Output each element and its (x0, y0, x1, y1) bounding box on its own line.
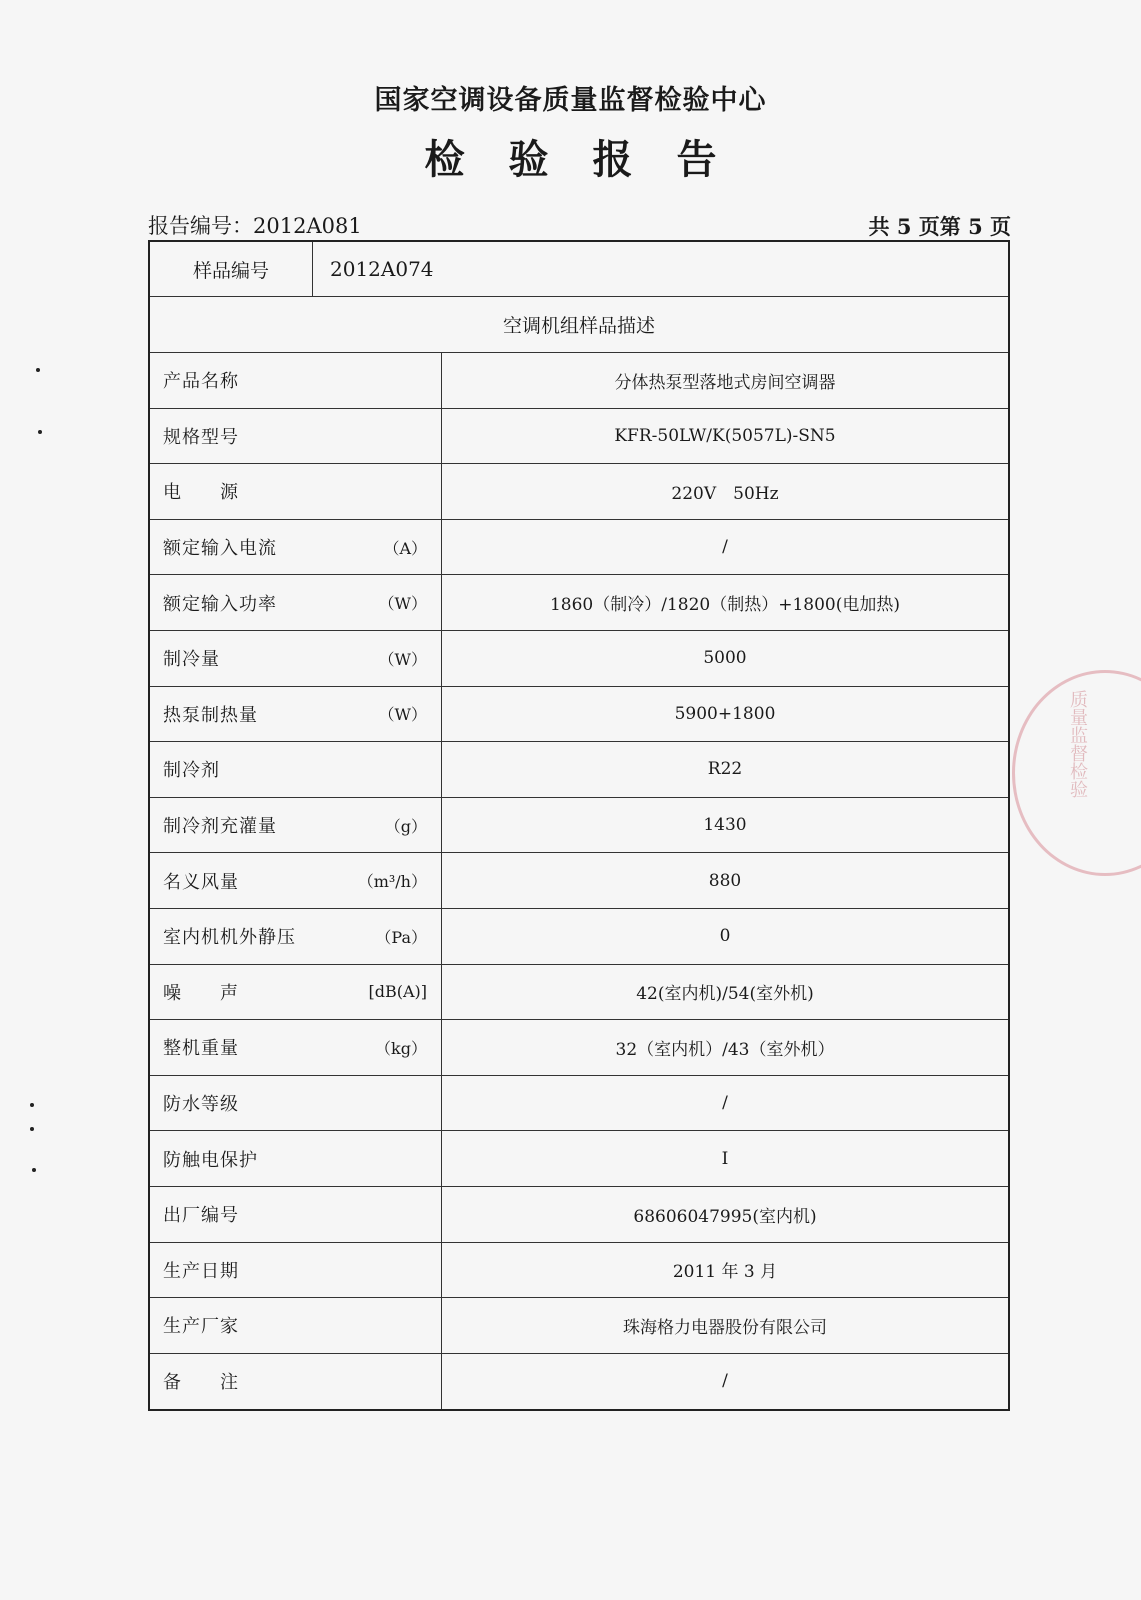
table-row (150, 631, 1008, 687)
table-row (150, 1131, 1008, 1187)
row-value: / (722, 1093, 728, 1114)
row-value: / (722, 1371, 728, 1392)
page-info: 共 5 页第 5 页 (868, 214, 1011, 239)
row-value: 42(室内机)/54(室外机) (636, 984, 814, 1005)
table-row (150, 1076, 1008, 1132)
row-unit: （A） (383, 538, 427, 558)
row-label: 名义风量 (163, 871, 239, 893)
row-label: 制冷剂充灌量 (163, 816, 277, 838)
row-value: 220V 50Hz (671, 483, 779, 504)
table-row (150, 1298, 1008, 1354)
row-label: 热泵制热量 (163, 704, 258, 726)
row-label: 生产厂家 (163, 1316, 239, 1338)
row-value: 32（室内机）/43（室外机） (615, 1039, 835, 1060)
row-value: R22 (707, 759, 743, 780)
row-value: 分体热泵型落地式房间空调器 (614, 372, 836, 393)
row-unit: （W） (378, 705, 427, 725)
row-value: 珠海格力电器股份有限公司 (623, 1317, 827, 1338)
organization-name: 国家空调设备质量监督检验中心 (374, 85, 767, 116)
scan-mark (30, 1103, 34, 1107)
table-row (150, 965, 1008, 1021)
row-label: 制冷剂 (163, 760, 220, 782)
sample-number-value: 2012A074 (330, 257, 434, 281)
table-row (150, 687, 1008, 743)
table-row (150, 1243, 1008, 1299)
table-row (150, 1354, 1008, 1410)
row-unit: （W） (378, 594, 427, 614)
row-label: 防触电保护 (163, 1149, 258, 1171)
table-row (150, 464, 1008, 520)
row-label: 出厂编号 (163, 1205, 239, 1227)
row-value: 5000 (703, 648, 747, 669)
row-value: / (722, 537, 728, 558)
table-row (150, 409, 1008, 465)
row-label: 噪 声 (163, 982, 239, 1004)
row-value: 1430 (703, 815, 747, 836)
row-label: 备 注 (163, 1372, 239, 1394)
table-row (150, 909, 1008, 965)
table-row (150, 575, 1008, 631)
sample-number-label: 样品编号 (150, 242, 313, 296)
row-value: 0 (719, 926, 731, 947)
table-row (150, 798, 1008, 854)
table-row (150, 520, 1008, 576)
row-label: 电 源 (163, 482, 239, 504)
sample-description-table (148, 240, 1010, 1411)
scan-mark (30, 1127, 34, 1131)
table-row (150, 353, 1008, 409)
report-title: 检验报告 (424, 137, 761, 183)
table-row (150, 853, 1008, 909)
row-unit: （kg） (375, 1038, 427, 1058)
row-label: 生产日期 (163, 1260, 239, 1282)
row-unit: （W） (378, 649, 427, 669)
row-value: 2011 年 3 月 (672, 1262, 778, 1283)
row-unit: （Pa） (375, 927, 427, 947)
row-label: 额定输入功率 (163, 593, 277, 615)
sample-number-row (150, 242, 1008, 297)
row-label: 产品名称 (163, 371, 239, 393)
row-unit: （g） (384, 816, 427, 836)
row-value: 880 (708, 870, 742, 891)
scan-mark (38, 430, 42, 434)
row-label: 规格型号 (163, 426, 239, 448)
table-row (150, 742, 1008, 798)
row-unit: [dB(A)] (368, 982, 427, 1002)
scan-mark (32, 1168, 36, 1172)
row-label: 防水等级 (163, 1094, 239, 1116)
scan-mark (36, 368, 40, 372)
row-label: 整机重量 (163, 1038, 239, 1060)
row-label: 室内机机外静压 (163, 927, 296, 949)
seal-text: 质量监督检验 (1067, 690, 1088, 798)
row-value: I (721, 1148, 729, 1169)
row-value: 1860（制冷）/1820（制热）+1800(电加热) (549, 595, 901, 616)
row-unit: （m³/h） (357, 872, 427, 892)
report-number: 报告编号：2012A081 (148, 214, 362, 238)
row-value: 68606047995(室内机) (633, 1206, 817, 1227)
section-title: 空调机组样品描述 (150, 297, 1008, 353)
row-label: 制冷量 (163, 649, 220, 671)
row-label: 额定输入电流 (163, 538, 277, 560)
table-row (150, 1187, 1008, 1243)
table-row (150, 1020, 1008, 1076)
row-value: 5900+1800 (674, 703, 776, 724)
row-value: KFR-50LW/K(5057L)-SN5 (614, 425, 836, 446)
